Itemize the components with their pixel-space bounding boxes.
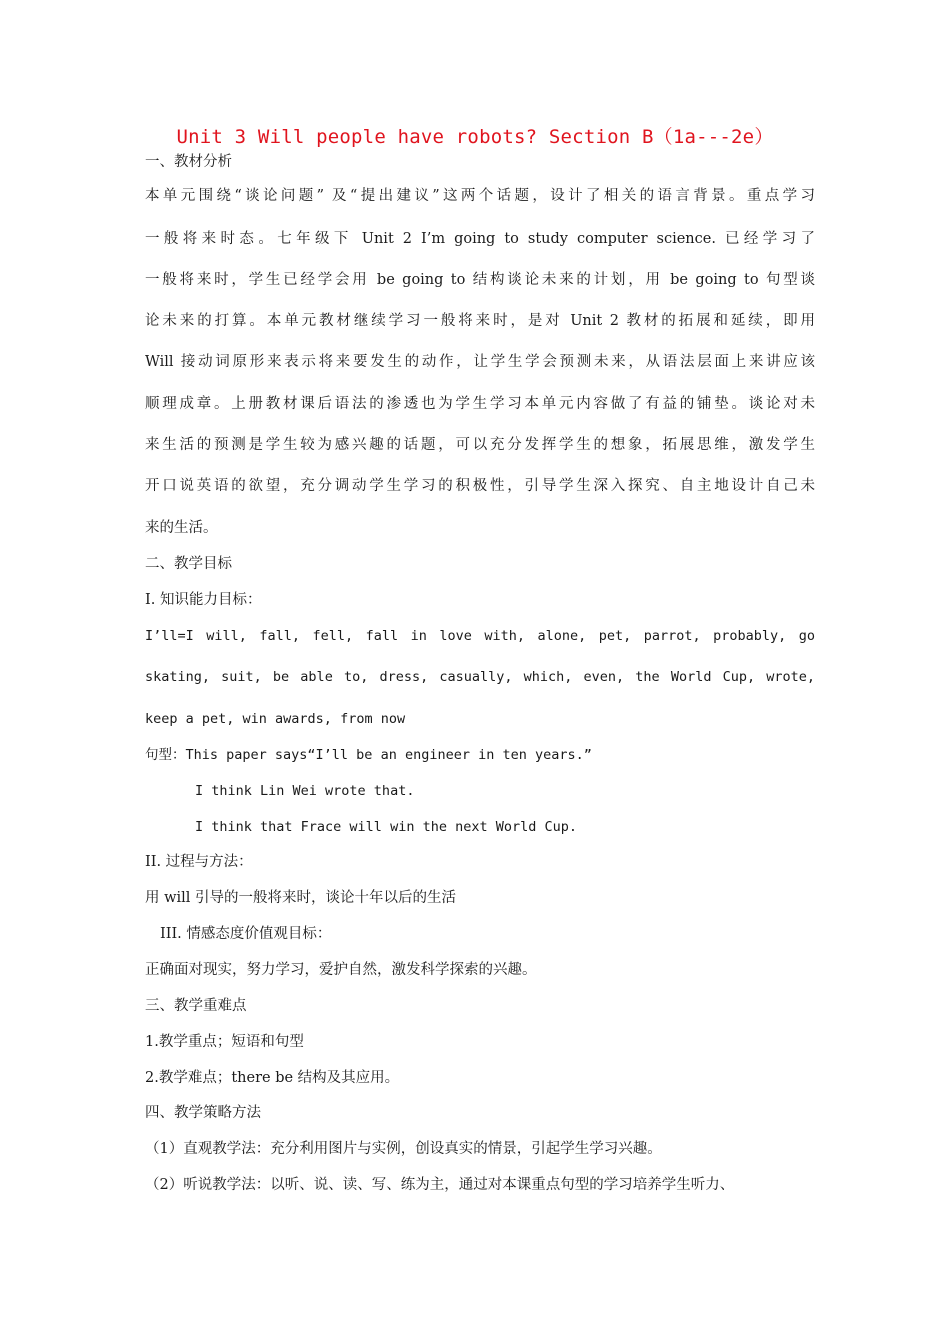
- document-title: Unit 3 Will people have robots? Section B（1a---2e）: [176, 126, 774, 148]
- section-heading-objectives: 二、教学目标: [145, 556, 232, 572]
- section-heading-key-points: 三、教学重难点: [145, 998, 247, 1014]
- key-point-item: 2.教学难点；there be 结构及其应用。: [145, 1070, 400, 1086]
- subheading-knowledge: I. 知识能力目标：: [145, 592, 262, 608]
- key-point-item: 1.教学重点；短语和句型: [145, 1034, 304, 1050]
- paragraph-line: 顺理成章。上册教材课后语法的渗透也为学生学习本单元内容做了有益的铺垫。谈论对未: [145, 396, 815, 412]
- paragraph-line: 论未来的打算。本单元教材继续学习一般将来时，是对 Unit 2 教材的拓展和延续，即用: [145, 313, 815, 329]
- strategy-item: （2）听说教学法：以听、说、读、写、练为主，通过对本课重点句型的学习培养学生听力、: [145, 1177, 735, 1193]
- paragraph-line: Will 接动词原形来表示将来要发生的动作，让学生学会预测未来，从语法层面上来讲应该: [145, 354, 815, 370]
- vocab-line: I’ll=I will, fall, fell, fall in love with, alone, pet, parrot, probably, go: [145, 628, 815, 644]
- paragraph-line: 来的生活。: [145, 520, 218, 536]
- paragraph-line: 一般将来时态。七年级下 Unit 2 I’m going to study computer science. 已经学习了: [145, 231, 815, 247]
- subheading-attitude: III. 情感态度价值观目标：: [160, 926, 332, 942]
- vocab-line: keep a pet, win awards, from now: [145, 711, 406, 727]
- sentence-pattern-label: 句型：This paper says“I’ll be an engineer in ten years.”: [145, 747, 592, 763]
- sentence-example: I think Lin Wei wrote that.: [195, 783, 415, 799]
- paragraph-line: 开口说英语的欲望，充分调动学生学习的积极性，引导学生深入探究、自主地设计自己未: [145, 478, 815, 494]
- attitude-text: 正确面对现实，努力学习，爱护自然，激发科学探索的兴趣。: [145, 962, 537, 978]
- paragraph-line: 本单元围绕“谈论问题” 及“提出建议”这两个话题，设计了相关的语言背景。重点学习: [145, 188, 815, 204]
- section-heading-analysis: 一、教材分析: [145, 154, 232, 170]
- process-text: 用 will 引导的一般将来时，谈论十年以后的生活: [145, 890, 457, 906]
- section-heading-strategies: 四、教学策略方法: [145, 1105, 261, 1121]
- strategy-item: （1）直观教学法：充分利用图片与实例，创设真实的情景，引起学生学习兴趣。: [145, 1141, 662, 1157]
- sentence-example: I think that Frace will win the next World Cup.: [195, 819, 578, 835]
- paragraph-line: 来生活的预测是学生较为感兴趣的话题，可以充分发挥学生的想象，拓展思维，激发学生: [145, 437, 815, 453]
- vocab-line: skating, suit, be able to, dress, casually, which, even, the World Cup, wrote,: [145, 669, 815, 685]
- paragraph-line: 一般将来时，学生已经学会用 be going to 结构谈论未来的计划，用 be going to 句型谈: [145, 272, 815, 288]
- subheading-process: II. 过程与方法：: [145, 854, 253, 870]
